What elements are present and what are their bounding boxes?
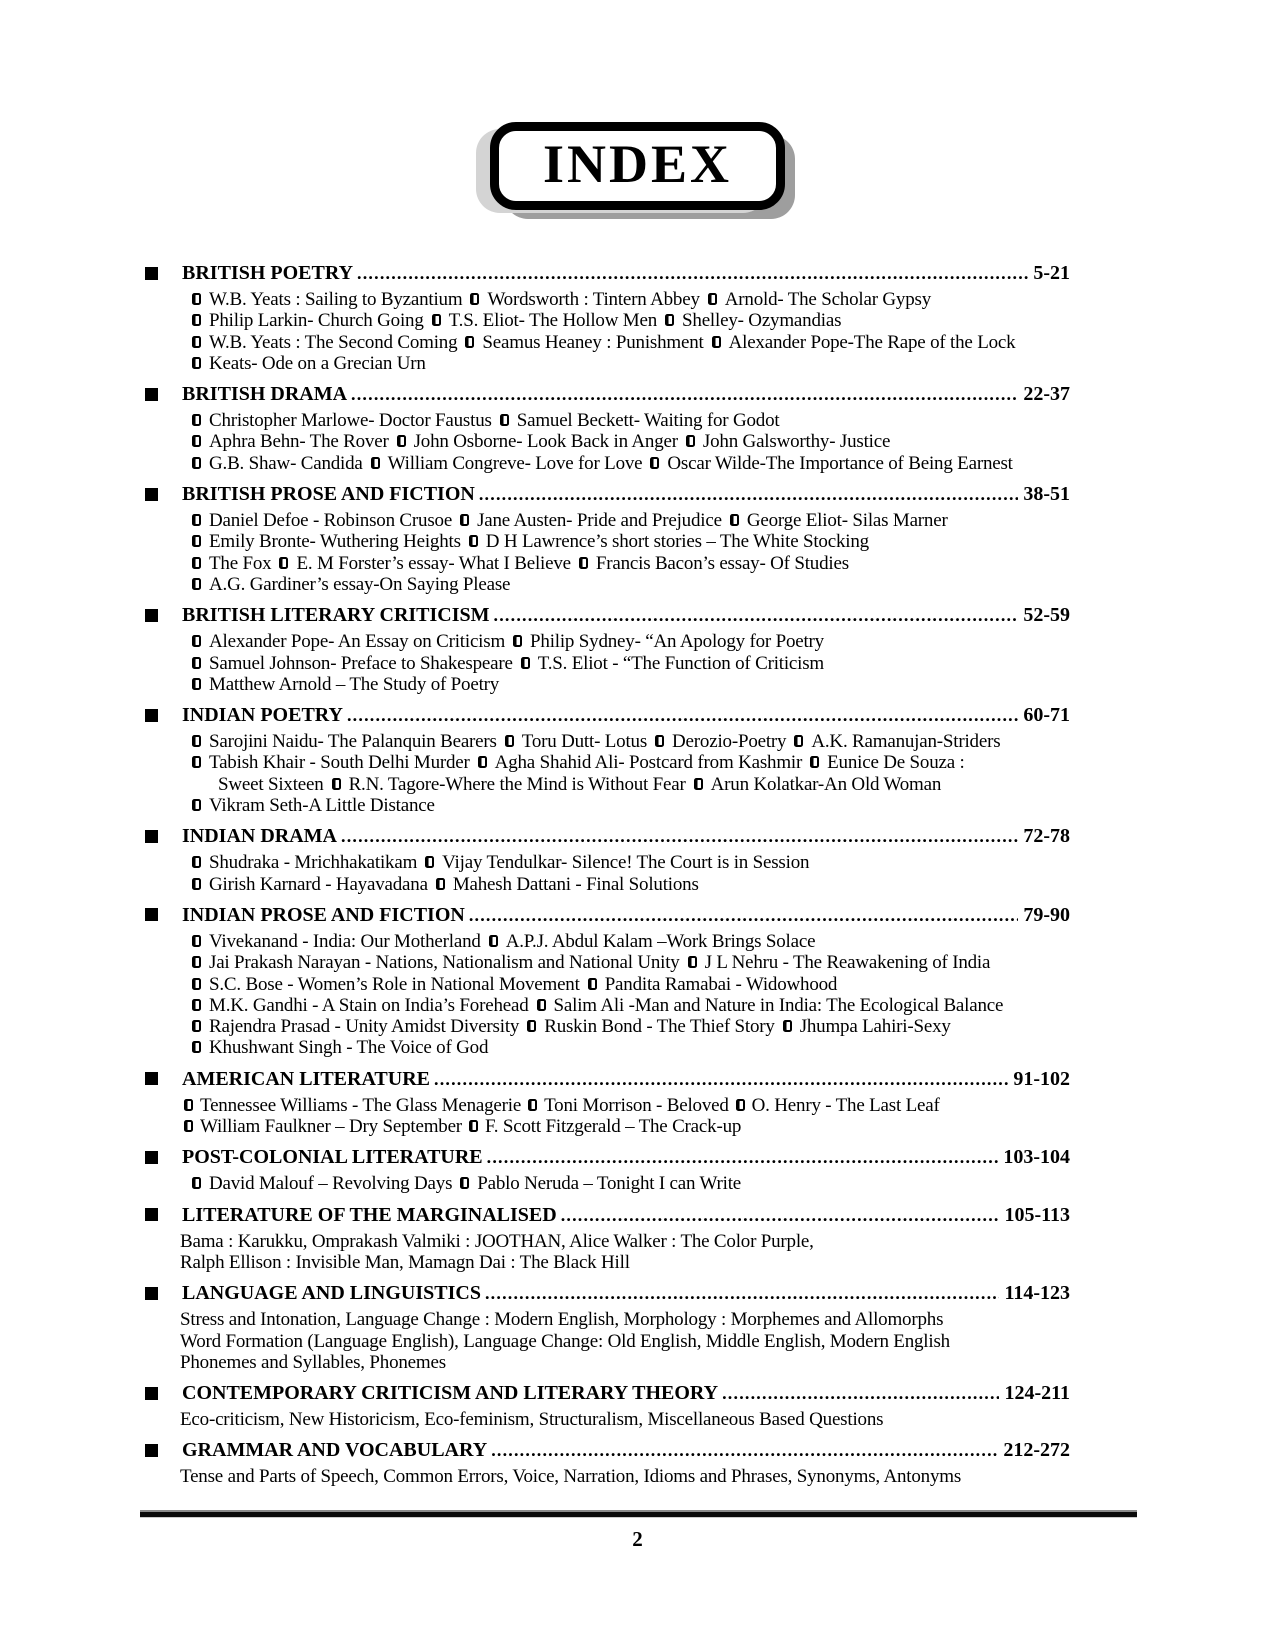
toc-line <box>177 1116 1070 1137</box>
hollow-square-icon <box>505 735 514 747</box>
toc-item: Girish Karnard - Hayavadana <box>209 873 428 895</box>
hollow-square-icon <box>192 856 201 868</box>
section-page-range: 22-37 <box>1023 383 1070 406</box>
hollow-square-icon <box>537 999 546 1011</box>
toc-item: Derozio-Poetry <box>672 731 787 753</box>
section-title: INDIAN POETRY <box>182 704 343 727</box>
toc-section-items <box>191 410 1070 474</box>
hollow-square-icon <box>465 336 474 348</box>
toc-section <box>145 262 1070 374</box>
toc-item: Keats- Ode on a Grecian Urn <box>209 352 426 374</box>
table-of-contents <box>145 262 1070 1488</box>
dot-leader <box>351 383 1018 405</box>
toc-item: Tennessee Williams - The Glass Menagerie <box>200 1094 522 1116</box>
hollow-square-icon <box>650 457 659 469</box>
dot-leader <box>347 704 1018 726</box>
hollow-square-icon <box>192 293 201 305</box>
toc-section-items <box>180 1409 1070 1430</box>
toc-item: A.K. Ramanujan-Striders <box>811 731 1001 753</box>
toc-line <box>180 1309 1070 1330</box>
toc-section <box>145 1204 1070 1274</box>
toc-line <box>191 353 1070 374</box>
hollow-square-icon <box>192 878 201 890</box>
dot-leader <box>722 1382 999 1404</box>
section-title: INDIAN PROSE AND FICTION <box>182 903 465 926</box>
toc-line <box>191 931 1070 952</box>
toc-item: Wordsworth : Tintern Abbey <box>487 289 700 310</box>
dot-leader <box>469 904 1019 926</box>
section-title: GRAMMAR AND VOCABULARY <box>182 1439 488 1462</box>
index-badge-row <box>0 0 1275 210</box>
toc-item: Mahesh Dattani - Final Solutions <box>452 873 699 895</box>
toc-item: Pablo Neruda – Tonight I can Write <box>477 1173 742 1195</box>
footer-rule <box>140 1510 1137 1518</box>
toc-section-heading <box>145 704 1070 726</box>
toc-line <box>191 653 1070 674</box>
hollow-square-icon <box>500 414 509 426</box>
section-title: BRITISH PROSE AND FICTION <box>182 483 475 506</box>
dot-leader <box>485 1282 999 1304</box>
section-title: AMERICAN LITERATURE <box>182 1067 430 1090</box>
hollow-square-icon <box>425 856 434 868</box>
toc-section <box>145 1282 1070 1373</box>
toc-item: Shelley- Ozymandias <box>682 310 842 332</box>
toc-section <box>145 383 1070 474</box>
toc-line <box>191 952 1070 973</box>
hollow-square-icon <box>489 935 498 947</box>
hollow-square-icon <box>192 535 201 547</box>
toc-section-heading <box>145 1282 1070 1304</box>
hollow-square-icon <box>712 336 721 348</box>
dot-leader <box>341 825 1018 847</box>
dot-leader <box>487 1146 999 1168</box>
filled-square-icon <box>145 388 158 401</box>
hollow-square-icon <box>688 956 697 968</box>
toc-line <box>180 1331 1070 1352</box>
filled-square-icon <box>145 1208 158 1221</box>
section-title: BRITISH POETRY <box>182 262 354 284</box>
hollow-square-icon <box>436 878 445 890</box>
toc-line <box>191 1037 1070 1058</box>
section-page-range: 72-78 <box>1023 825 1070 848</box>
section-page-range: 60-71 <box>1023 704 1070 727</box>
hollow-square-icon <box>192 357 201 369</box>
section-title: BRITISH DRAMA <box>182 383 348 406</box>
toc-item: Samuel Johnson- Preface to Shakespeare <box>209 652 513 674</box>
section-page-range: 52-59 <box>1023 604 1070 627</box>
toc-section-heading <box>145 1146 1070 1168</box>
dot-leader <box>479 483 1018 505</box>
hollow-square-icon <box>460 1177 469 1189</box>
hollow-square-icon <box>655 735 664 747</box>
toc-section-heading <box>145 1204 1070 1226</box>
toc-line <box>191 995 1070 1016</box>
hollow-square-icon <box>527 1020 536 1032</box>
dot-leader <box>561 1204 1000 1226</box>
toc-item: Rajendra Prasad - Unity Amidst Diversity <box>209 1016 520 1038</box>
dot-leader <box>434 1068 1008 1090</box>
toc-item: Ralph Ellison : Invisible Man, Mamagn Dai : The Black Hill <box>180 1251 630 1273</box>
toc-section <box>145 1146 1070 1194</box>
toc-item: Toru Dutt- Lotus <box>521 731 648 753</box>
toc-section <box>145 1068 1070 1138</box>
toc-item: Shudraka - Mrichhakatikam <box>209 852 418 874</box>
toc-item: Tense and Parts of Speech, Common Errors, Voice, Narration, Idioms and Phrases, Synonyms, Antonyms <box>180 1466 962 1488</box>
section-page-range: 5-21 <box>1033 262 1070 284</box>
toc-section <box>145 1382 1070 1430</box>
hollow-square-icon <box>736 1099 745 1111</box>
toc-line <box>191 431 1070 452</box>
toc-item: Sweet Sixteen <box>218 773 324 795</box>
hollow-square-icon <box>694 778 703 790</box>
hollow-square-icon <box>192 514 201 526</box>
toc-section-heading <box>145 825 1070 847</box>
hollow-square-icon <box>588 978 597 990</box>
toc-section-heading <box>145 383 1070 405</box>
toc-item: John Osborne- Look Back in Anger <box>413 431 678 453</box>
toc-item: Philip Larkin- Church Going <box>209 310 424 332</box>
toc-line <box>191 289 1070 310</box>
toc-section-items <box>191 731 1070 816</box>
toc-item: Oscar Wilde-The Importance of Being Earnest <box>667 452 1013 474</box>
toc-line <box>191 574 1070 595</box>
toc-line <box>191 1173 1070 1194</box>
toc-section-heading <box>145 1068 1070 1090</box>
hollow-square-icon <box>192 1041 201 1053</box>
toc-item: Arnold- The Scholar Gypsy <box>724 289 932 310</box>
toc-item: W.B. Yeats : Sailing to Byzantium <box>209 289 463 310</box>
toc-line <box>191 795 1070 816</box>
section-page-range: 103-104 <box>1003 1146 1070 1169</box>
toc-item: J L Nehru - The Reawakening of India <box>704 952 991 974</box>
toc-item: Vijay Tendulkar- Silence! The Court is in Session <box>442 852 810 874</box>
toc-section-items <box>191 631 1070 695</box>
toc-item: George Eliot- Silas Marner <box>746 510 948 532</box>
hollow-square-icon <box>192 978 201 990</box>
toc-item: Bama : Karukku, Omprakash Valmiki : JOOTHAN, Alice Walker : The Color Purple, <box>180 1230 814 1252</box>
hollow-square-icon <box>192 657 201 669</box>
hollow-square-icon <box>192 414 201 426</box>
hollow-square-icon <box>528 1099 537 1111</box>
hollow-square-icon <box>686 435 695 447</box>
toc-line <box>191 874 1070 895</box>
toc-item: Daniel Defoe - Robinson Crusoe <box>209 510 453 532</box>
toc-section-items <box>191 510 1070 595</box>
toc-item: William Congreve- Love for Love <box>387 452 643 474</box>
hollow-square-icon <box>332 778 341 790</box>
toc-line <box>191 752 1070 773</box>
section-title: LITERATURE OF THE MARGINALISED <box>182 1203 557 1226</box>
hollow-square-icon <box>665 314 674 326</box>
toc-item: Stress and Intonation, Language Change : Modern English, Morphology : Morphemes and Allomorphs <box>180 1309 944 1331</box>
section-title: POST-COLONIAL LITERATURE <box>182 1146 483 1169</box>
toc-item: Jhumpa Lahiri-Sexy <box>799 1016 951 1038</box>
toc-section-items <box>191 289 1070 374</box>
toc-line <box>180 1409 1070 1430</box>
toc-item: Matthew Arnold – The Study of Poetry <box>209 673 500 695</box>
toc-item: David Malouf – Revolving Days <box>209 1173 453 1195</box>
toc-section <box>145 904 1070 1059</box>
hollow-square-icon <box>192 735 201 747</box>
toc-line <box>191 553 1070 574</box>
section-page-range: 212-272 <box>1003 1439 1070 1462</box>
hollow-square-icon <box>192 557 201 569</box>
toc-item: Vikram Seth-A Little Distance <box>209 795 435 817</box>
hollow-square-icon <box>371 457 380 469</box>
hollow-square-icon <box>478 756 487 768</box>
toc-item: Toni Morrison - Beloved <box>544 1094 729 1116</box>
section-page-range: 91-102 <box>1013 1067 1070 1090</box>
toc-line <box>191 531 1070 552</box>
section-title: INDIAN DRAMA <box>182 825 337 848</box>
toc-item: Pandita Ramabai - Widowhood <box>604 973 838 995</box>
filled-square-icon <box>145 488 158 501</box>
hollow-square-icon <box>192 935 201 947</box>
toc-section-heading <box>145 904 1070 926</box>
filled-square-icon <box>145 908 158 921</box>
toc-item: F. Scott Fitzgerald – The Crack-up <box>484 1116 742 1138</box>
toc-item: Eunice De Souza : <box>827 752 965 774</box>
toc-item: S.C. Bose - Women’s Role in National Movement <box>209 973 580 995</box>
toc-item: Agha Shahid Ali- Postcard from Kashmir <box>494 752 803 774</box>
toc-section-heading <box>145 262 1070 284</box>
filled-square-icon <box>145 1387 158 1400</box>
toc-line <box>191 510 1070 531</box>
hollow-square-icon <box>192 1177 201 1189</box>
hollow-square-icon <box>794 735 803 747</box>
toc-line <box>180 1252 1070 1273</box>
toc-item: Phonemes and Syllables, Phonemes <box>180 1351 446 1373</box>
toc-item: Sarojini Naidu- The Palanquin Bearers <box>209 731 497 753</box>
hollow-square-icon <box>279 557 288 569</box>
toc-section-items <box>177 1095 1070 1138</box>
toc-item: R.N. Tagore-Where the Mind is Without Fear <box>348 773 686 795</box>
filled-square-icon <box>145 267 158 280</box>
toc-line <box>191 310 1070 331</box>
section-page-range: 79-90 <box>1023 903 1070 926</box>
hollow-square-icon <box>192 336 201 348</box>
toc-section-items <box>191 852 1070 895</box>
filled-square-icon <box>145 1072 158 1085</box>
toc-item: Alexander Pope- An Essay on Criticism <box>209 631 506 653</box>
index-title-badge <box>490 122 785 210</box>
hollow-square-icon <box>397 435 406 447</box>
filled-square-icon <box>145 1287 158 1300</box>
toc-line <box>191 332 1070 353</box>
hollow-square-icon <box>708 293 717 305</box>
hollow-square-icon <box>470 293 479 305</box>
hollow-square-icon <box>783 1020 792 1032</box>
toc-line <box>191 410 1070 431</box>
toc-line <box>191 674 1070 695</box>
toc-item: Seamus Heaney : Punishment <box>482 331 704 353</box>
toc-item: T.S. Eliot- The Hollow Men <box>448 310 658 332</box>
toc-item: William Faulkner – Dry September <box>200 1116 462 1138</box>
toc-item: Salim Ali -Man and Nature in India: The Ecological Balance <box>553 994 1004 1016</box>
toc-section <box>145 1439 1070 1487</box>
filled-square-icon <box>145 709 158 722</box>
toc-section-heading <box>145 1439 1070 1461</box>
toc-line <box>180 1231 1070 1252</box>
toc-item: Ruskin Bond - The Thief Story <box>544 1016 775 1038</box>
hollow-square-icon <box>192 578 201 590</box>
hollow-square-icon <box>192 314 201 326</box>
hollow-square-icon <box>460 514 469 526</box>
toc-item: E. M Forster’s essay- What I Believe <box>296 552 571 574</box>
toc-section-heading <box>145 604 1070 626</box>
hollow-square-icon <box>469 535 478 547</box>
toc-item: Tabish Khair - South Delhi Murder <box>209 752 470 774</box>
toc-item: Eco-criticism, New Historicism, Eco-feminism, Structuralism, Miscellaneous Based Questions <box>180 1409 884 1431</box>
filled-square-icon <box>145 830 158 843</box>
hollow-square-icon <box>192 999 201 1011</box>
hollow-square-icon <box>469 1120 478 1132</box>
toc-item: Khushwant Singh - The Voice of God <box>209 1037 489 1059</box>
toc-item: The Fox <box>209 552 272 574</box>
toc-item: A.P.J. Abdul Kalam –Work Brings Solace <box>505 930 816 952</box>
toc-item: D H Lawrence’s short stories – The White Stocking <box>485 531 869 553</box>
filled-square-icon <box>145 1151 158 1164</box>
toc-section-items <box>180 1466 1070 1487</box>
toc-line <box>191 631 1070 652</box>
filled-square-icon <box>145 1444 158 1457</box>
page-title: INDEX <box>542 134 733 194</box>
hollow-square-icon <box>184 1099 193 1111</box>
toc-item: M.K. Gandhi - A Stain on India’s Forehead <box>209 994 529 1016</box>
hollow-square-icon <box>192 435 201 447</box>
toc-item: Francis Bacon’s essay- Of Studies <box>595 552 849 574</box>
toc-section <box>145 704 1070 816</box>
hollow-square-icon <box>579 557 588 569</box>
toc-section-heading <box>145 483 1070 505</box>
toc-section <box>145 825 1070 895</box>
section-title: CONTEMPORARY CRITICISM AND LITERARY THEORY <box>182 1382 719 1405</box>
hollow-square-icon <box>192 635 201 647</box>
page-number: 2 <box>632 1526 643 1551</box>
toc-item: T.S. Eliot - “The Function of Criticism <box>537 652 825 674</box>
section-page-range: 114-123 <box>1004 1282 1070 1305</box>
toc-item: Philip Sydney- “An Apology for Poetry <box>530 631 824 653</box>
section-title: BRITISH LITERARY CRITICISM <box>182 604 490 627</box>
toc-line <box>191 1016 1070 1037</box>
hollow-square-icon <box>192 1020 201 1032</box>
section-page-range: 105-113 <box>1004 1203 1070 1226</box>
hollow-square-icon <box>184 1120 193 1132</box>
hollow-square-icon <box>521 657 530 669</box>
toc-section <box>145 483 1070 595</box>
toc-item: John Galsworthy- Justice <box>702 431 891 453</box>
toc-item: A.G. Gardiner’s essay-On Saying Please <box>209 573 511 595</box>
toc-line <box>191 774 1070 795</box>
toc-item: Vivekanand - India: Our Motherland <box>209 930 481 952</box>
toc-line <box>177 1095 1070 1116</box>
section-title: LANGUAGE AND LINGUISTICS <box>182 1282 481 1305</box>
hollow-square-icon <box>432 314 441 326</box>
toc-line <box>191 453 1070 474</box>
toc-section-items <box>180 1309 1070 1373</box>
toc-section-items <box>180 1231 1070 1274</box>
toc-line <box>180 1466 1070 1487</box>
dot-leader <box>357 262 1028 284</box>
hollow-square-icon <box>810 756 819 768</box>
section-page-range: 124-211 <box>1004 1382 1070 1405</box>
toc-item: Jane Austen- Pride and Prejudice <box>477 510 722 532</box>
toc-item: O. Henry - The Last Leaf <box>751 1094 940 1116</box>
section-page-range: 38-51 <box>1023 483 1070 506</box>
toc-section-heading <box>145 1382 1070 1404</box>
toc-item: Emily Bronte- Wuthering Heights <box>209 531 461 553</box>
toc-item: Jai Prakash Narayan - Nations, Nationalism and National Unity <box>209 952 680 974</box>
toc-item: G.B. Shaw- Candida <box>209 452 363 474</box>
toc-item: Arun Kolatkar-An Old Woman <box>710 773 942 795</box>
dot-leader <box>491 1439 998 1461</box>
hollow-square-icon <box>192 956 201 968</box>
toc-item: Christopher Marlowe- Doctor Faustus <box>209 410 492 432</box>
toc-line <box>191 852 1070 873</box>
toc-line <box>191 731 1070 752</box>
hollow-square-icon <box>192 457 201 469</box>
hollow-square-icon <box>192 756 201 768</box>
hollow-square-icon <box>513 635 522 647</box>
toc-section <box>145 604 1070 695</box>
hollow-square-icon <box>192 678 201 690</box>
toc-section-items <box>191 931 1070 1059</box>
hollow-square-icon <box>730 514 739 526</box>
toc-section-items <box>191 1173 1070 1194</box>
toc-item: Word Formation (Language English), Language Change: Old English, Middle English, Modern English <box>180 1330 950 1352</box>
toc-line <box>180 1352 1070 1373</box>
dot-leader <box>494 604 1019 626</box>
toc-item: Aphra Behn- The Rover <box>209 431 389 453</box>
toc-line <box>191 974 1070 995</box>
filled-square-icon <box>145 609 158 622</box>
toc-item: Alexander Pope-The Rape of the Lock <box>728 331 1016 353</box>
hollow-square-icon <box>192 799 201 811</box>
toc-item: Samuel Beckett- Waiting for Godot <box>516 410 780 432</box>
toc-item: W.B. Yeats : The Second Coming <box>209 331 458 353</box>
